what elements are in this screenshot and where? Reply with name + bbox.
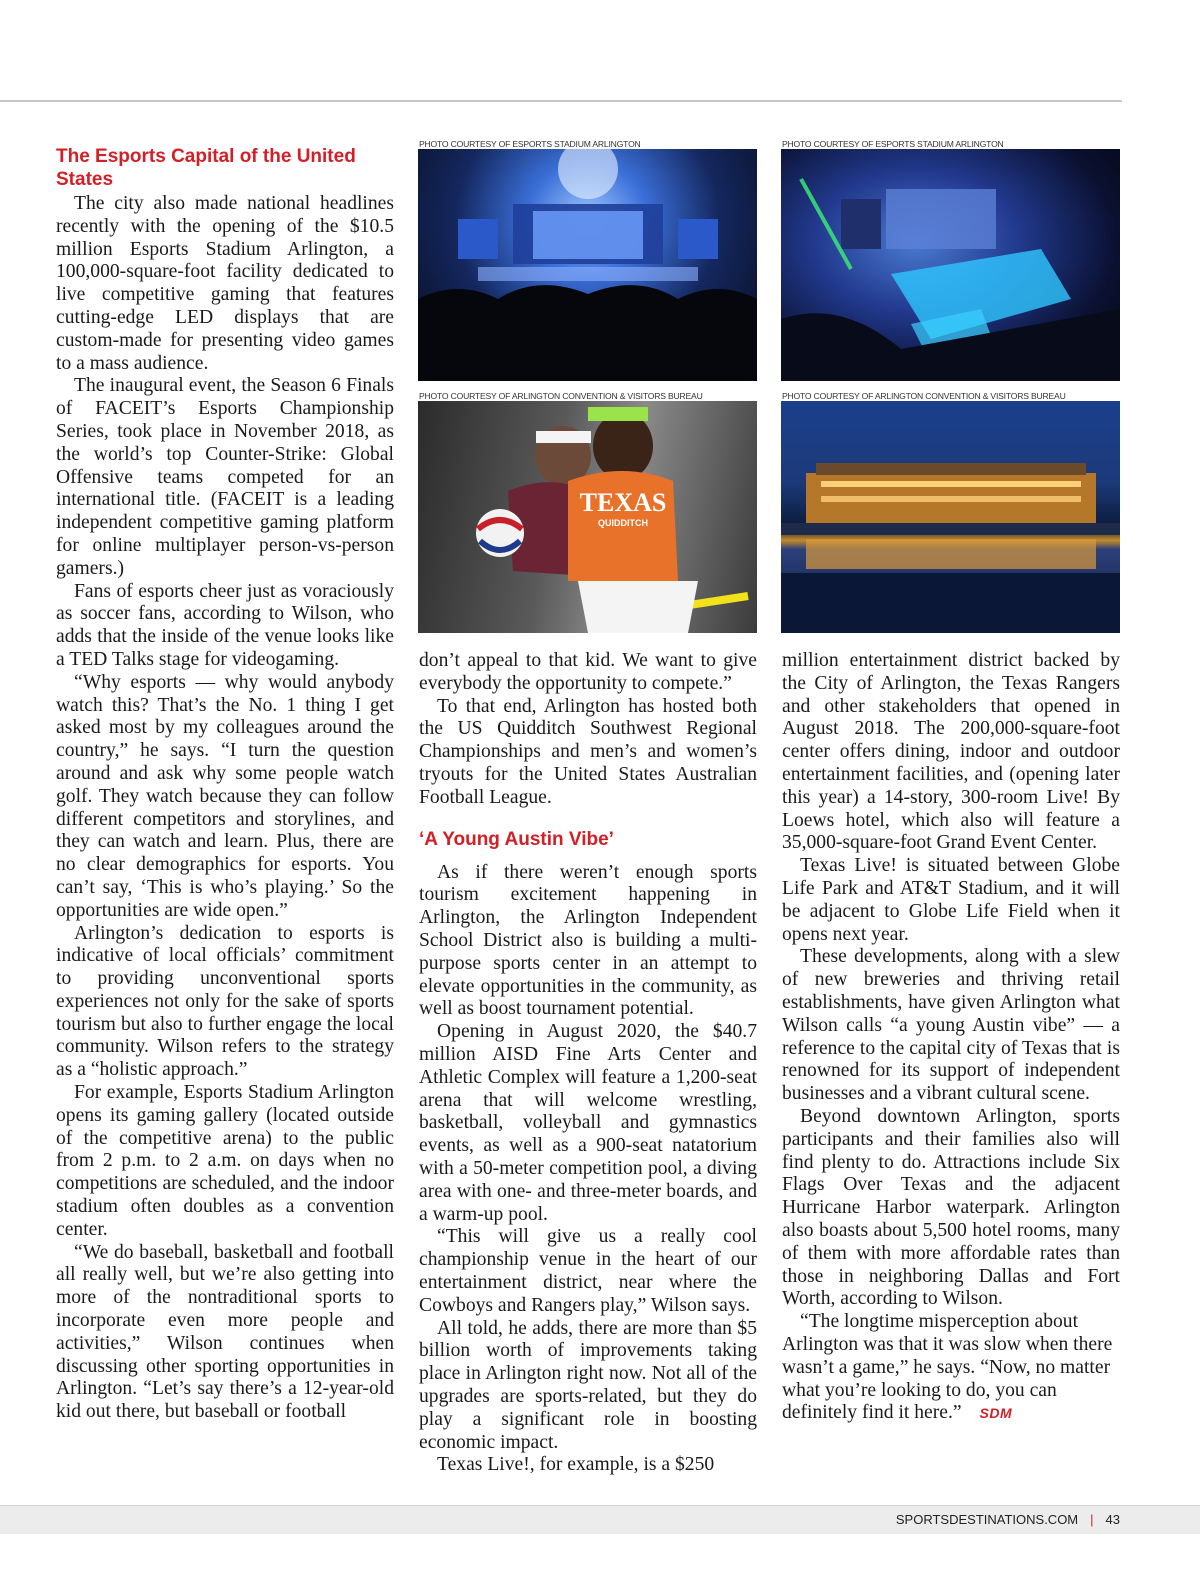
paragraph: million entertainment district backed by the City of Arlington, the Texas Rangers and other stakeholders that opened in August 2018. The 200,000-square-foot center offers dining, indoor and outdoor entertainment facilities, and (opening later this year) a 14-story, 300-room Live! By Loews hotel, which also will feature a 35,000-square-foot Grand Event Center. [782,650,1120,854]
footer-site-link[interactable]: SPORTSDESTINATIONS.COM [895,1512,1079,1527]
paragraph: don’t appeal to that kid. We want to give everybody the opportunity to compete.” [419,650,757,694]
paragraph: All told, he adds, there are more than $5 billion worth of improvements taking place in Arlington right now. Not all of the upgrades are sports-related, but they do play a significant role in boosting economic impact. [419,1317,757,1453]
jersey-text: TEXAS [579,488,667,517]
photo-credit-cvb-1: PHOTO COURTESY OF ARLINGTON CONVENTION & VISITORS BUREAU [419,391,703,401]
page-number: 43 [1105,1512,1120,1527]
paragraph: “Why esports — why would anybody watch this? That’s the No. 1 thing I get asked most by my colleagues around the country,” he says. “I turn the question around and ask why some people watch golf. They watch because they can follow different competitors and storylines, and they can watch and learn. Plus, there are no clear demographics for esports. You can’t say, ‘This is who’s playing.’ So the opportunities are wide open.” [56,671,394,921]
text-column-3 [782,650,1120,1425]
paragraph: “This will give us a really cool championship venue in the heart of our entertainment district, near where the Cowboys and Rangers play,” Wilson says. [419,1226,757,1316]
paragraph: As if there weren’t enough sports tourism excitement happening in Arlington, the Arlington Independent School District also is building a multi-purpose sports center in an attempt to elevate opportunities in the community, as well as boost tournament potential. [419,861,757,1020]
top-rule [0,100,1122,102]
esports-stage-photo [418,149,757,381]
photo-credit-esports-1: PHOTO COURTESY OF ESPORTS STADIUM ARLINGTON [419,139,641,149]
paragraph: Arlington’s dedication to esports is indicative of local officials’ commitment to providing unconventional sports experiences not only for the sake of sports tourism but also to further engage the local community. Wilson refers to the strategy as a “holistic approach.” [56,922,394,1081]
text-column-1 [56,193,394,1424]
section-heading: ‘A Young Austin Vibe’ [419,828,614,850]
footer [896,1512,1120,1527]
stadium-night-photo [781,401,1120,633]
paragraph: Texas Live! is situated between Globe Life Park and AT&T Stadium, and it will be adjacent to Globe Life Field when it opens next year. [782,855,1120,945]
paragraph: “We do baseball, basketball and football all really well, but we’re also getting into more of the nontraditional sports to incorporate even more people and activities,” Wilson continues when discussing other sporting opportunities in Arlington. “Let’s say there’s a 12-year-old kid out there, but baseball or football [56,1241,394,1423]
jersey-subtext: QUIDDITCH [598,518,648,528]
paragraph: Texas Live!, for example, is a $250 [437,1454,715,1476]
photo-credit-esports-2: PHOTO COURTESY OF ESPORTS STADIUM ARLINGTON [782,139,1004,149]
esports-stage-illustration [418,149,757,381]
paragraph: Opening in August 2020, the $40.7 million AISD Fine Arts Center and Athletic Complex will feature a 1,200-seat arena that will welcome wrestling, basketball, volleyball and gymnastics events, as well as a 900-seat natatorium with a 50-meter competition pool, a diving area with one- and three-meter boards, and a warm-up pool. [419,1021,757,1225]
paragraph: The city also made national headlines recently with the opening of the $10.5 million Esports Stadium Arlington, a 100,000-square-foot facility dedicated to live competitive gaming that features cutting-edge LED displays that are custom-made for presenting video games to a mass audience. [56,193,394,374]
paragraph: The inaugural event, the Season 6 Finals of FACEIT’s Esports Championship Series, took place in November 2018, as the world’s top Counter-Strike: Global Offensive teams competed for an international title. (FACEIT is a leading independent competitive gaming platform for online multiplayer person-vs-person gamers.) [56,375,394,579]
esports-arena-photo [781,149,1120,381]
text-column-2 [419,650,757,1477]
quidditch-illustration [418,401,757,633]
sdm-end-mark: SDM [979,1405,1013,1422]
paragraph: Beyond downtown Arlington, sports participants and their families also will find plenty to do. Attractions include Six Flags Over Texas and the adjacent Hurricane Harbor waterpark. Arlington also boasts about 5,500 hotel rooms, many of them with more affordable rates than those in neighboring Dallas and Fort Worth, according to Wilson. [782,1105,1120,1310]
paragraph [782,1311,1120,1425]
paragraph: These developments, along with a slew of new breweries and thriving retail establishments, have given Arlington what Wilson calls “a young Austin vibe” — a reference to the capital city of Texas that is renowned for its support of independent businesses and a vibrant cultural scene. [782,946,1120,1105]
photo-credit-cvb-2: PHOTO COURTESY OF ARLINGTON CONVENTION & VISITORS BUREAU [782,391,1066,401]
paragraph: For example, Esports Stadium Arlington opens its gaming gallery (located outside of the competitive arena) to the public from 2 p.m. to 2 a.m. on days when no competitions are scheduled, and the indoor stadium often doubles as a convention center. [56,1082,394,1240]
quidditch-photo [418,401,757,633]
closing-quote: “The longtime misperception about Arlington was that it was slow when there wasn’t a game,” he says. “Now, no matter what you’re looking to do, you can definitely find it here.” [782,1311,1113,1424]
stadium-illustration [781,401,1120,633]
article-heading: The Esports Capital of the United States [56,146,356,190]
paragraph: To that end, Arlington has hosted both the US Quidditch Southwest Regional Championships and men’s and women’s tryouts for the United States Australian Football League. [419,695,757,808]
paragraph: Fans of esports cheer just as voraciously as soccer fans, according to Wilson, who adds that the inside of the venue looks like a TED Talks stage for videogaming. [56,580,394,670]
footer-separator: | [1090,1512,1094,1527]
esports-arena-illustration [781,149,1120,381]
